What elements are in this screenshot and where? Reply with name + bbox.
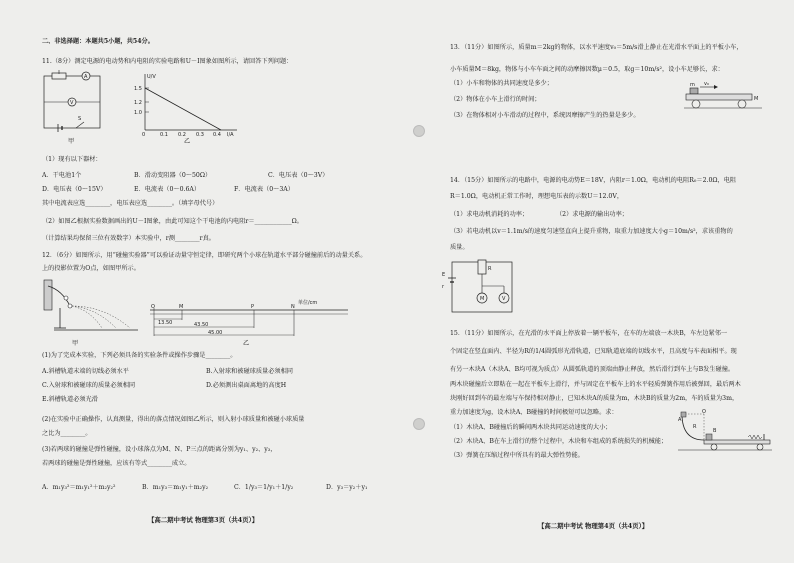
q14-part-c-2: 质量。 <box>450 244 469 251</box>
q13-stem: 13．（11分）如图所示，质量m＝2kg的物体，以水平速度v₀＝5m/s滑上静止在光滑水平面上的平板小车， <box>450 44 743 51</box>
q11-opt-d: D．电压表（0～15V） <box>42 186 107 193</box>
q12-fig-jia-caption: 甲 <box>72 340 79 347</box>
q12-apparatus-diagram <box>40 276 140 338</box>
svg-text:V: V <box>70 100 74 106</box>
q14-fig-r-internal: r <box>442 284 445 290</box>
ruler-label-o: O <box>151 304 155 310</box>
q15-stem-3: 有另一木块A（木块A、B均可视为质点）从圆弧轨道的顶端由静止释放，然后滑行到车上与B发生碰撞。 <box>450 366 735 373</box>
page-4-footer: 【高二期中考试 物理第4页（共4页）】 <box>538 522 649 530</box>
q12-opt-b: B.入射球和被碰球质量必须相同 <box>206 368 293 375</box>
graph-i-label: I/A <box>227 132 234 138</box>
q11-part2: （2）如图乙根据实验数据画出的U－I图象，由此可知这个干电池的内电阻r＝____________Ω。 <box>42 218 303 225</box>
graph-i-tick: 0.4 <box>213 132 221 138</box>
q13-part-b: （2）物体在小车上滑行的时间； <box>450 96 541 103</box>
q12-ruler-diagram <box>148 300 368 338</box>
q12-question-3b: 若两球的碰撞是弹性碰撞，应该有等式________成立。 <box>42 460 191 467</box>
q12-answer-a: A．m₁y₃²＝m₁y₁²＋m₂y₂² <box>42 484 116 491</box>
page-3 <box>38 0 398 563</box>
graph-u-tick: 1.2 <box>134 100 142 106</box>
q11-circuit-diagram <box>38 70 108 140</box>
q12-question-1: (1)为了完成本实验，下列必须具备的实验条件或操作步骤是________。 <box>42 352 237 359</box>
q12-answer-b: B．m₁y₃＝m₁y₁＋m₂y₂ <box>142 484 209 491</box>
q15-stem-2: 个固定在竖直面内、半径为R的1/4圆弧形光滑轨道，已知轨道底端的切线水平，且高度与车表面相平。现 <box>450 348 737 355</box>
q14-fig-resistor: R <box>488 266 492 272</box>
q14-circuit-diagram <box>440 256 530 318</box>
ruler-label-m: M <box>179 304 184 310</box>
q12-opt-e: E.斜槽轨道必须光滑 <box>42 396 98 403</box>
q11-opt-e: E．电流表（0～0.6A） <box>134 186 201 193</box>
q14-part-c: （3）若电动机以v＝1.1m/s的速度匀速竖直向上提升重物，取重力加速度大小g＝10m/s²，求该重物的 <box>450 228 733 235</box>
q12-opt-c: C.入射球和被碰球的质量必须相同 <box>42 382 136 389</box>
q12-opt-d: D.必须测出桌面离地的高度H <box>206 382 287 389</box>
page-3-footer: 【高二期中考试 物理第3页（共4页）】 <box>148 516 259 524</box>
q14-part-a: （1）求电动机消耗的功率； <box>450 211 529 218</box>
q15-part-a: （1）木块A、B碰撞后的瞬间两木块共同运动速度的大小； <box>450 424 612 431</box>
q15-track-diagram <box>678 410 774 454</box>
q14-stem-2: R＝1.0Ω，电动机正常工作时，理想电压表的示数U＝12.0V， <box>450 193 624 200</box>
q13-part-a: （1）小车和物体的共同速度是多少； <box>450 80 553 87</box>
ruler-value-on: 45.00 <box>208 330 223 336</box>
binder-hole <box>413 418 425 430</box>
ruler-label-p: P <box>251 304 255 310</box>
q11-ui-graph <box>133 72 243 136</box>
q13-part-c: （3）在物体相对小车滑动的过程中，系统因摩擦产生的热量是多少。 <box>450 112 640 119</box>
q14-stem: 14．（15分）如图所示的电路中，电源的电动势E＝18V，内阻r＝1.0Ω，电动机的电阻R₀＝2.0Ω，电阻 <box>450 177 737 184</box>
q12-question-3: (3)若两球的碰撞是弹性碰撞，设小球落点为M、N、P三点的距离分别为y₁、y₂、y₃， <box>42 446 277 453</box>
q12-answer-d: D．y₃＝y₂＋y₁ <box>326 484 368 491</box>
binder-hole <box>413 125 425 137</box>
q15-part-c: （3）弹簧在压缩过程中所具有的最大弹性势能。 <box>450 452 584 459</box>
q15-stem-6: 重力加速度为g，设木块A、B碰撞的时间极短可以忽略。求： <box>450 409 618 416</box>
q15-fig-o: O <box>702 409 706 415</box>
q14-part-b: （2）求电源的输出功率； <box>556 211 628 218</box>
section-header: 二、非选择题：本题共5小题，共54分。 <box>42 38 154 45</box>
graph-i-tick: 0.1 <box>160 132 168 138</box>
graph-i-tick: 0 <box>142 132 146 138</box>
graph-u-tick: 1.0 <box>134 110 142 116</box>
q13-fig-mass-car: M <box>754 96 759 102</box>
q11-fig-jia-caption: 甲 <box>68 138 75 145</box>
q13-stem-2: 小车质量M＝8kg，物体与小车车面之间的动摩擦因数μ＝0.5，取g＝10m/s²，设小车足够长，求： <box>450 66 724 73</box>
q11-stem: 11.（8分）测定电源的电动势和内电阻的实验电路和U－I图象如图所示，请回答下列问题： <box>42 58 293 65</box>
q11-opt-f: F．电流表（0～3A） <box>234 186 294 193</box>
q12-fig-yi-caption: 乙 <box>243 340 250 347</box>
q11-opt-a: A．干电池1个 <box>42 172 82 179</box>
q15-stem-5: 块刚好回到车的最左端与车保持相对静止，已知木块A的质量为m，木块B的质量为2m，车的质量为3m， <box>450 395 739 402</box>
q12-question-2: (2)在实验中正确操作，认真测量，得出的落点情况如图乙所示，则入射小球质量和被碰小球质量 <box>42 416 305 423</box>
ruler-unit: 单位/cm <box>298 300 318 306</box>
ruler-value-om: 13.50 <box>158 320 173 326</box>
q11-part3: （计算结果均保留三位有效数字）本实验中，r测________r真。 <box>42 235 215 242</box>
graph-u-label: U/V <box>147 74 156 80</box>
q14-fig-e: E <box>442 272 446 278</box>
q15-fig-radius: R <box>693 424 697 430</box>
graph-u-tick: 1.5 <box>134 86 142 92</box>
svg-text:S: S <box>78 116 82 122</box>
q15-stem-4: 两木块碰撞后立即粘在一起在平板车上滑行，并与固定在平板车上的水平轻质弹簧作用后被弹回，最后两木 <box>450 381 741 388</box>
q14-fig-motor: M <box>480 296 485 302</box>
ruler-label-n: N <box>291 304 295 310</box>
q11-part1: （1）现有以下器材： <box>42 156 102 163</box>
q13-fig-m: m <box>690 82 695 88</box>
page-4 <box>442 0 776 563</box>
graph-i-tick: 0.2 <box>178 132 186 138</box>
q11-fig-yi-caption: 乙 <box>184 138 191 145</box>
ruler-value-op: 43.50 <box>194 322 209 328</box>
q12-stem-1: 12．（6分）如图所示，用“碰撞实验器”可以验证动量守恒定律，即研究两个小球在轨道水平部分碰撞前后的动量关系。 <box>42 252 367 259</box>
q11-choose-line: 其中电流表应选________，电压表应选________。（填字母代号） <box>42 200 219 207</box>
q11-opt-b: B．滑动变阻器（0～50Ω） <box>134 172 212 179</box>
q14-fig-voltmeter: V <box>502 296 506 302</box>
q13-cart-diagram <box>684 82 764 118</box>
q12-answer-c: C．1/y₃＝1/y₁＋1/y₂ <box>234 484 294 491</box>
svg-text:A: A <box>84 74 88 80</box>
q15-fig-a: A <box>678 417 682 423</box>
q15-part-b: （2）木块A、B在车上滑行的整个过程中，木块和车组成的系统损失的机械能； <box>450 438 668 445</box>
q11-opt-c: C．电压表（0～3V） <box>268 172 329 179</box>
q15-stem: 15．（11分）如图所示，在光滑的水平面上停放着一辆平板车，在车的左端放一木块B，车左边紧邻一 <box>450 330 728 337</box>
q12-stem-2: 上的投影位置为O点，如图甲所示。 <box>42 265 140 272</box>
q12-opt-a: A.斜槽轨道末端的切线必须水平 <box>42 368 129 375</box>
graph-i-tick: 0.3 <box>196 132 204 138</box>
q12-question-2b: 之比为________。 <box>42 430 92 437</box>
q13-fig-v0: v₀ <box>704 81 709 87</box>
q15-fig-b: B <box>713 428 717 434</box>
